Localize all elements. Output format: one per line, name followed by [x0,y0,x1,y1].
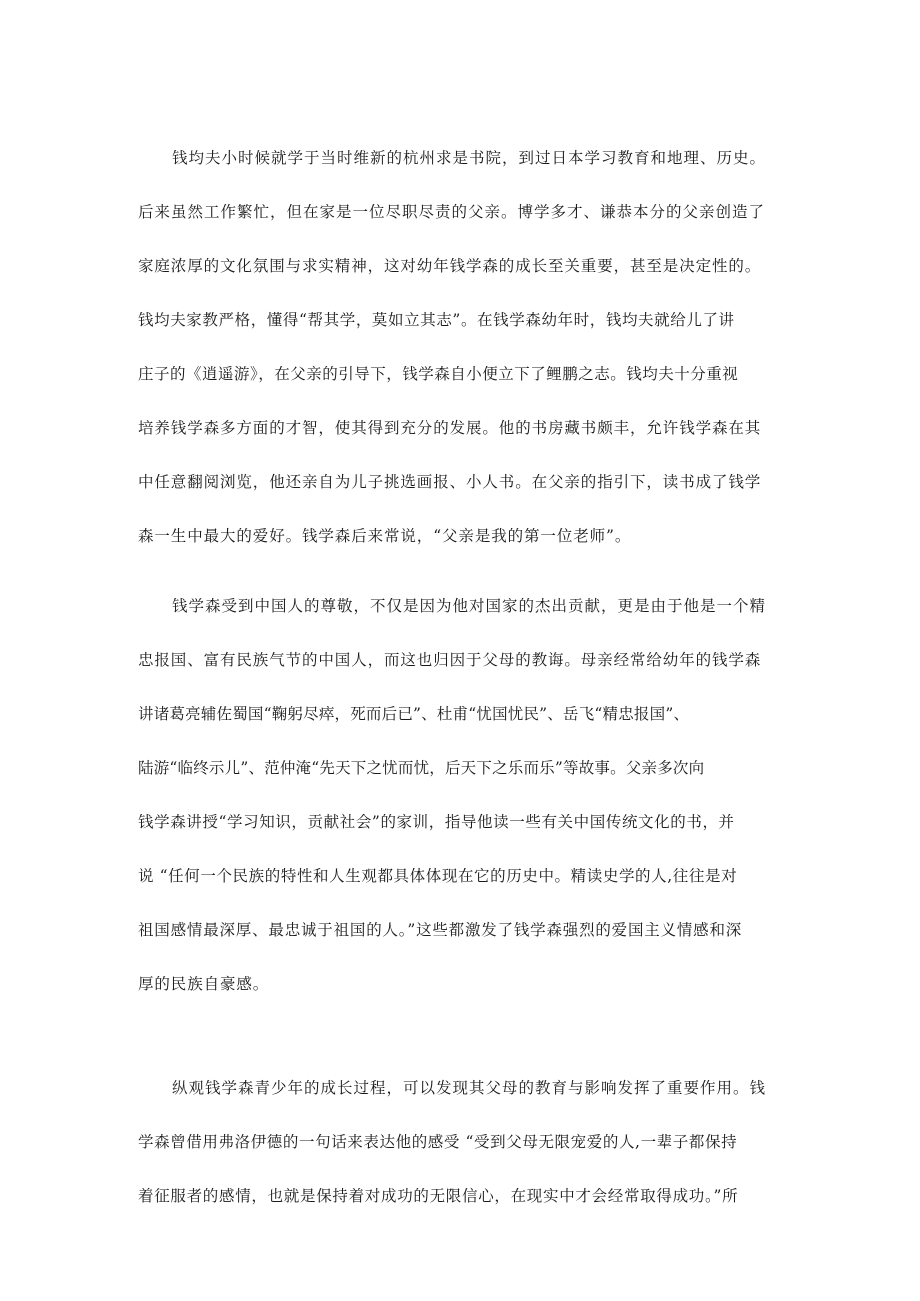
paragraph-line: 说 “任何一个民族的特性和人生观都具体体现在它的历史中。精读史学的人,往往是对 [138,867,738,885]
paragraph-line: 钱学森讲授“学习知识，贡献社会”的家训，指导他读一些有关中国传统文化的书，并 [138,813,735,831]
paragraph-line: 钱学森受到中国人的尊敬，不仅是因为他对国家的杰出贡献，更是由于他是一个精 [172,597,767,615]
paragraph-line: 着征服者的感情，也就是保持着对成功的无限信心，在现实中才会经常取得成功。”所 [138,1187,739,1205]
paragraph-line: 祖国感情最深厚、最忠诚于祖国的人。”这些都激发了钱学森强烈的爱国主义情感和深 [138,921,743,939]
paragraph-line: 钱均夫家教严格，懂得“帮其学，莫如立其志”。在钱学森幼年时，钱均夫就给儿了讲 [138,311,735,329]
paragraph-line: 学森曾借用弗洛伊德的一句话来表达他的感受 “受到父母无限宠爱的人,一辈子都保持 [138,1133,738,1151]
paragraph-line: 厚的民族自豪感。 [138,975,270,993]
paragraph-line: 钱均夫小时候就学于当时维新的杭州求是书院，到过日本学习教育和地理、历史。 [172,149,767,167]
paragraph-line: 家庭浓厚的文化氛围与求实精神，这对幼年钱学森的成长至关重要，甚至是决定性的。 [138,257,762,275]
paragraph-line: 培养钱学森多方面的才智，使其得到充分的发展。他的书房藏书颇丰，允许钱学森在其 [138,419,762,437]
paragraph-line: 后来虽然工作繁忙，但在家是一位尽职尽责的父亲。博学多才、谦恭本分的父亲创造了 [138,203,766,221]
paragraph-line: 森一生中最大的爱好。钱学森后来常说，“父亲是我的第一位老师”。 [138,527,632,545]
paragraph-line: 陆游“临终示儿”、范仲淹“先天下之忧而忧，后天下之乐而乐”等故事。父亲多次向 [138,759,705,777]
paragraph-line: 纵观钱学森青少年的成长过程，可以发现其父母的教育与影响发挥了重要作用。钱 [172,1079,767,1097]
paragraph-line: 讲诸葛亮辅佐蜀国“鞠躬尽瘁，死而后已”、杜甫“忧国忧民”、岳飞“精忠报国”、 [138,705,690,723]
paragraph-line: 中任意翻阅浏览，他还亲自为儿子挑选画报、小人书。在父亲的指引下，读书成了钱学 [138,473,762,491]
paragraph-line: 忠报国、富有民族气节的中国人，而这也归因于父母的教诲。母亲经常给幼年的钱学森 [138,651,762,669]
paragraph-line: 庄子的《逍遥游》，在父亲的引导下，钱学森自小便立下了鲤鹏之志。钱均夫十分重视 [138,365,739,383]
